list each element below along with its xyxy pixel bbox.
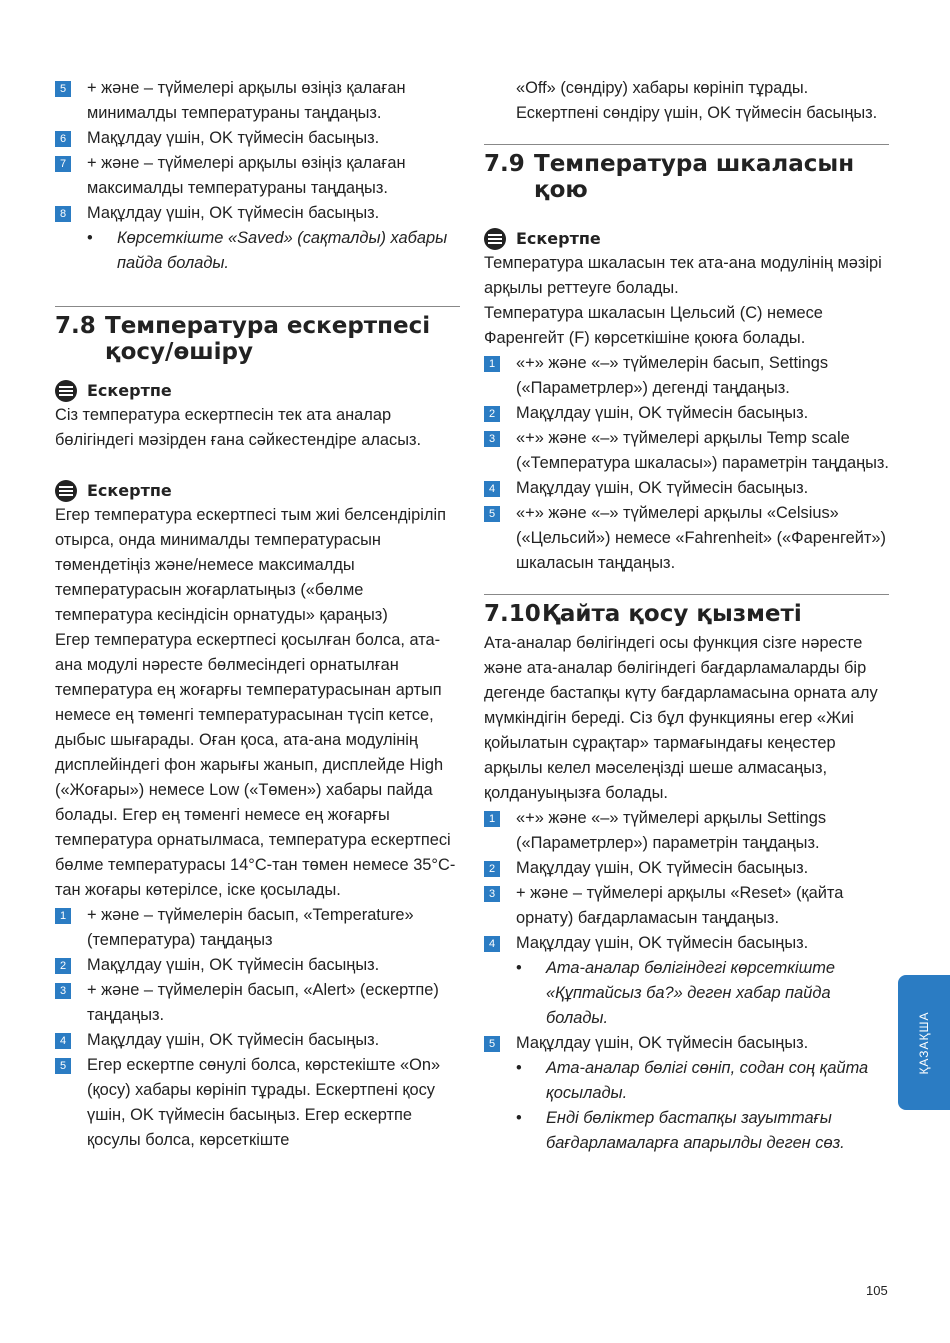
step: 2 Мақұлдау үшін, OK түймесін басыңыз. [55, 953, 460, 978]
step: 3 + және – түймелері арқылы «Reset» (қайта орнату) бағдарламасын таңдаңыз. [484, 881, 889, 931]
step: 7 + және – түймелері арқылы өзіңіз қалаған максималды температураны таңдаңыз. [55, 151, 460, 201]
left-column [55, 76, 460, 1153]
note-icon [55, 380, 77, 402]
bullet-item: • Ата-аналар бөлігіндегі көрсеткіште «Құптайсыз ба?» деген хабар пайда болады. [484, 956, 889, 1031]
step: 4 Мақұлдау үшін, OK түймесін басыңыз. [484, 931, 889, 956]
bullet-item: • Көрсеткіште «Saved» (сақталды) хабары пайда болады. [55, 226, 460, 276]
bullet-item: • Енді бөліктер бастапқы зауыттағы бағдарламаларға апарылды деген сөз. [484, 1106, 889, 1156]
note-text: Сіз температура ескертпесін тек ата аналар бөлігіндегі мәзірден ғана сәйкестендіре аласыз. [55, 406, 422, 449]
step-continuation: «Off» (сөндіру) хабары көрініп тұрады. Ескертпені сөндіру үшін, OK түймесін басыңыз. [516, 79, 878, 122]
note-text: Егер температура ескертпесі тым жиі белсендіріліп отырса, онда минималды температурасын төмендетіңіз және/немесе максималды температурасын жоғарлатыңыз («бөлме температура кесіндісін орнатуды» қараңыз) [55, 506, 446, 624]
step: 5 Егер ескертпе сөнулі болса, көрстекіште «On» (қосу) хабары көрініп тұрады. Ескертпені қосу үшін, OK түймесін басыңыз. Егер ескертпе қосулы болса, көрсеткіште [55, 1053, 460, 1153]
note-icon [55, 480, 77, 502]
note-heading: Ескертпе [55, 479, 460, 503]
step: 4 Мақұлдау үшін, OK түймесін басыңыз. [484, 476, 889, 501]
paragraph: Ата-аналар бөлігіндегі осы функция сізге нәресте және ата-аналар бөлігіндегі бағдарламаларды бір дегенде бастапқы күту бағдарламасына орната алу мүмкіндігін береді. Сіз бұл функцияны егер «Жиі қойылатын сұрақтар» тармағындағы кеңестер арқылы келел мәселеңізді шеше алмасаңыз, қолдануыңызға болады. [484, 634, 878, 802]
page-number: 105 [866, 1283, 888, 1298]
step: 6 Мақұлдау үшін, OK түймесін басыңыз. [55, 126, 460, 151]
step: 3 + және – түймелерін басып, «Alert» (ескертпе) таңдаңыз. [55, 978, 460, 1028]
step: 5 + және – түймелері арқылы өзіңіз қалаған минималды температураны таңдаңыз. [55, 76, 460, 126]
note-text: Температура шкаласын тек ата-ана модулінің мәзірі арқылы реттеуге болады. [484, 254, 882, 297]
section-heading-7-8: 7.8 Температура ескертпесі қосу/өшіру [55, 306, 460, 365]
note-heading: Ескертпе [55, 379, 460, 403]
note-heading: Ескертпе [484, 227, 889, 251]
note-text: Температура шкаласын Цельсий (C) немесе Фаренгейт (F) көрсеткішіне қоюға болады. [484, 304, 823, 347]
bullet-item: • Ата-аналар бөлігі сөніп, содан соң қайта қосылады. [484, 1056, 889, 1106]
right-column [484, 76, 889, 1156]
step: 1 «+» және «–» түймелерін басып, Settings («Параметрлер») дегенді таңдаңыз. [484, 351, 889, 401]
step: 1 + және – түймелерін басып, «Temperature» (температура) таңдаңыз [55, 903, 460, 953]
language-tab: ҚАЗАҚША [898, 975, 950, 1110]
paragraph: Егер температура ескертпесі қосылған болса, ата-ана модулі нәресте бөлмесіндегі орнатылған температура ең жоғарғы температурасынан артып немесе ең төменгі температурасынан түсіп кетсе, дыбыс шығарады. Оған қоса, ата-ана модулінің дисплейіндегі фон жарығы жанып, дисплейде High («Жоғары») немесе Low («Төмен») хабары пайда болады. Егер ең төменгі немесе ең жоғарғы температура орнатылмаса, температура ескертпесі бөлме температурасы 14°C-тан төмен немесе 35°C-тан жоғары көтерілсе, іске қосылады. [55, 631, 456, 899]
step: 4 Мақұлдау үшін, OK түймесін басыңыз. [55, 1028, 460, 1053]
step: 2 Мақұлдау үшін, OK түймесін басыңыз. [484, 856, 889, 881]
step: 3 «+» және «–» түймелері арқылы Temp scale («Температура шкаласы») параметрін таңдаңыз. [484, 426, 889, 476]
step: 5 Мақұлдау үшін, OK түймесін басыңыз. [484, 1031, 889, 1056]
step: 2 Мақұлдау үшін, OK түймесін басыңыз. [484, 401, 889, 426]
step: 8 Мақұлдау үшін, OK түймесін басыңыз. [55, 201, 460, 226]
note-icon [484, 228, 506, 250]
section-heading-7-10: 7.10 Қайта қосу қызметі [484, 594, 889, 627]
section-heading-7-9: 7.9 Температура шкаласын қою [484, 144, 889, 203]
step: 1 «+» және «–» түймелері арқылы Settings («Параметрлер») параметрін таңдаңыз. [484, 806, 889, 856]
step: 5 «+» және «–» түймелері арқылы «Celsius» («Цельсий») немесе «Fahrenheit» («Фаренгейт») шкаласын таңдаңыз. [484, 501, 889, 576]
